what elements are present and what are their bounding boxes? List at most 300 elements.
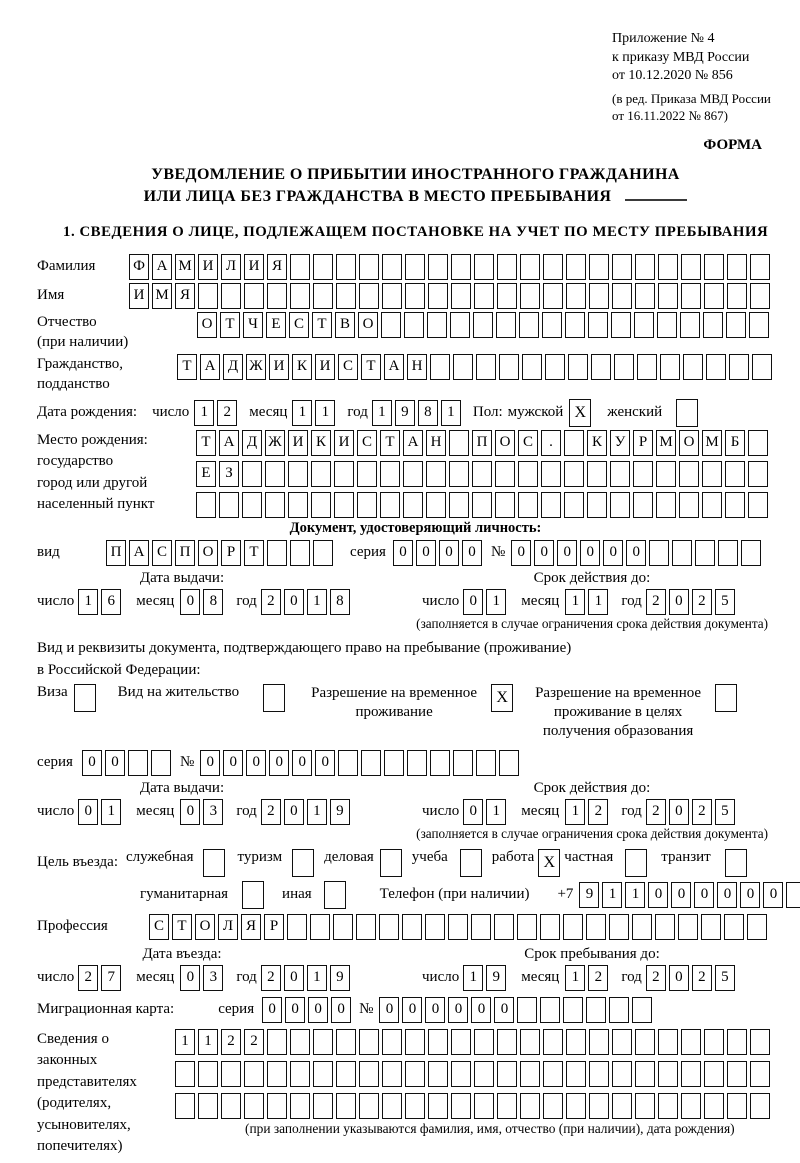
form-cell[interactable]: 1 [625,882,645,908]
residence-permit-checkbox[interactable] [263,684,285,712]
checkbox-cell[interactable] [242,881,264,909]
form-cell[interactable] [564,461,584,487]
form-cell[interactable] [497,1029,517,1055]
form-cell[interactable]: Т [380,430,400,456]
form-cell[interactable]: Ч [243,312,263,338]
form-cell[interactable] [589,1061,609,1087]
form-cell[interactable]: 1 [486,589,506,615]
form-cell[interactable]: 1 [307,799,327,825]
form-cell[interactable]: 8 [330,589,350,615]
form-cell[interactable]: 2 [217,400,237,426]
form-cell[interactable] [633,461,653,487]
form-cell[interactable] [543,254,563,280]
form-cell[interactable] [427,312,447,338]
form-cell[interactable]: 2 [692,589,712,615]
form-cell[interactable] [198,1093,218,1119]
form-cell[interactable] [474,283,494,309]
form-cell[interactable] [359,283,379,309]
form-cell[interactable]: К [311,430,331,456]
form-cell[interactable] [656,461,676,487]
form-cell[interactable]: М [702,430,722,456]
form-cell[interactable]: Ж [265,430,285,456]
form-cell[interactable] [471,914,491,940]
form-cell[interactable] [610,492,630,518]
form-cell[interactable] [379,914,399,940]
form-cell[interactable] [635,254,655,280]
form-cell[interactable]: 0 [416,540,436,566]
form-cell[interactable] [405,254,425,280]
form-cell[interactable] [704,1029,724,1055]
form-cell[interactable] [568,354,588,380]
form-cell[interactable] [672,540,692,566]
form-cell[interactable]: 0 [448,997,468,1023]
form-cell[interactable]: 0 [463,799,483,825]
form-cell[interactable] [589,1093,609,1119]
form-cell[interactable] [473,312,493,338]
form-cell[interactable] [750,1029,770,1055]
form-cell[interactable] [499,750,519,776]
form-cell[interactable]: С [289,312,309,338]
form-cell[interactable]: 0 [471,997,491,1023]
form-cell[interactable] [520,1029,540,1055]
form-cell[interactable] [718,540,738,566]
form-cell[interactable] [706,354,726,380]
form-cell[interactable] [382,1093,402,1119]
form-cell[interactable]: 0 [393,540,413,566]
form-cell[interactable]: И [315,354,335,380]
form-cell[interactable]: К [587,430,607,456]
form-cell[interactable] [656,492,676,518]
form-cell[interactable] [426,492,446,518]
checkbox-cell[interactable] [74,684,96,712]
form-cell[interactable] [405,1029,425,1055]
form-cell[interactable] [611,312,631,338]
form-cell[interactable] [267,1029,287,1055]
form-cell[interactable] [402,914,422,940]
checkbox-cell[interactable] [292,849,314,877]
form-cell[interactable]: 0 [82,750,102,776]
form-cell[interactable]: 2 [646,965,666,991]
form-cell[interactable] [336,1093,356,1119]
form-cell[interactable]: И [198,254,218,280]
form-cell[interactable] [382,1029,402,1055]
form-cell[interactable] [310,914,330,940]
form-cell[interactable] [588,312,608,338]
purpose-private-checkbox[interactable] [625,849,647,877]
form-cell[interactable] [635,1061,655,1087]
form-cell[interactable] [221,283,241,309]
form-cell[interactable] [244,1093,264,1119]
form-cell[interactable] [543,1093,563,1119]
form-cell[interactable]: 6 [101,589,121,615]
form-cell[interactable] [428,1061,448,1087]
form-cell[interactable] [265,492,285,518]
form-cell[interactable]: А [384,354,404,380]
form-cell[interactable] [267,1093,287,1119]
form-cell[interactable] [288,461,308,487]
form-cell[interactable] [541,492,561,518]
form-cell[interactable] [219,492,239,518]
form-cell[interactable] [587,461,607,487]
form-cell[interactable] [589,283,609,309]
form-cell[interactable] [704,283,724,309]
form-cell[interactable]: 0 [315,750,335,776]
checkbox-cell[interactable] [324,881,346,909]
form-cell[interactable] [403,461,423,487]
form-cell[interactable] [449,461,469,487]
form-cell[interactable]: 0 [292,750,312,776]
form-cell[interactable] [290,1093,310,1119]
form-cell[interactable] [564,492,584,518]
form-cell[interactable]: Ж [246,354,266,380]
form-cell[interactable] [540,914,560,940]
form-cell[interactable]: 1 [372,400,392,426]
form-cell[interactable]: 1 [602,882,622,908]
form-cell[interactable] [495,492,515,518]
form-cell[interactable]: 5 [715,799,735,825]
form-cell[interactable] [683,354,703,380]
form-cell[interactable] [543,1029,563,1055]
form-cell[interactable]: 0 [425,997,445,1023]
form-cell[interactable]: О [495,430,515,456]
form-cell[interactable]: 9 [486,965,506,991]
form-cell[interactable] [451,1061,471,1087]
form-cell[interactable]: 2 [646,589,666,615]
form-cell[interactable]: 2 [692,799,712,825]
form-cell[interactable] [357,461,377,487]
checkbox-cell[interactable]: X [538,849,560,877]
form-cell[interactable]: 9 [579,882,599,908]
form-cell[interactable] [496,312,516,338]
form-cell[interactable] [175,1061,195,1087]
form-cell[interactable]: 2 [692,965,712,991]
form-cell[interactable] [428,1029,448,1055]
form-cell[interactable] [517,997,537,1023]
form-cell[interactable] [288,492,308,518]
sex-male-checkbox[interactable] [569,399,591,427]
form-cell[interactable] [545,354,565,380]
form-cell[interactable] [678,914,698,940]
form-cell[interactable]: Д [242,430,262,456]
form-cell[interactable] [726,312,746,338]
form-cell[interactable] [566,1029,586,1055]
sex-female-checkbox[interactable] [676,399,698,427]
checkbox-cell[interactable] [676,399,698,427]
form-cell[interactable]: 1 [441,400,461,426]
form-cell[interactable] [453,750,473,776]
form-cell[interactable] [313,283,333,309]
form-cell[interactable]: Р [221,540,241,566]
form-cell[interactable] [586,997,606,1023]
form-cell[interactable]: 7 [101,965,121,991]
form-cell[interactable] [542,312,562,338]
form-cell[interactable]: 0 [379,997,399,1023]
form-cell[interactable] [382,1061,402,1087]
form-cell[interactable] [221,1093,241,1119]
form-cell[interactable]: 0 [694,882,714,908]
form-cell[interactable] [290,540,310,566]
form-cell[interactable]: А [152,254,172,280]
form-cell[interactable]: 0 [262,997,282,1023]
form-cell[interactable] [338,750,358,776]
form-cell[interactable]: 0 [180,965,200,991]
form-cell[interactable] [336,283,356,309]
purpose-other-checkbox[interactable] [324,881,346,909]
form-cell[interactable] [497,1061,517,1087]
form-cell[interactable] [356,914,376,940]
form-cell[interactable] [453,354,473,380]
form-cell[interactable] [428,1093,448,1119]
form-cell[interactable]: 1 [486,799,506,825]
form-cell[interactable] [679,492,699,518]
form-cell[interactable] [752,354,772,380]
form-cell[interactable]: П [106,540,126,566]
form-cell[interactable] [566,254,586,280]
form-cell[interactable] [543,1061,563,1087]
form-cell[interactable] [403,492,423,518]
form-cell[interactable]: 0 [180,589,200,615]
form-cell[interactable] [313,1093,333,1119]
form-cell[interactable]: Д [223,354,243,380]
form-cell[interactable] [267,540,287,566]
form-cell[interactable]: М [656,430,676,456]
form-cell[interactable] [451,1029,471,1055]
form-cell[interactable] [336,1061,356,1087]
form-cell[interactable]: 3 [203,799,223,825]
form-cell[interactable]: 1 [588,589,608,615]
form-cell[interactable] [221,1061,241,1087]
purpose-humanitarian-checkbox[interactable] [242,881,264,909]
form-cell[interactable] [290,254,310,280]
form-cell[interactable] [725,492,745,518]
form-cell[interactable] [198,1061,218,1087]
form-cell[interactable] [609,997,629,1023]
checkbox-cell[interactable] [380,849,402,877]
form-cell[interactable] [750,1061,770,1087]
form-cell[interactable] [637,354,657,380]
form-cell[interactable]: Т [312,312,332,338]
form-cell[interactable]: Е [266,312,286,338]
form-cell[interactable]: 0 [494,997,514,1023]
visa-checkbox[interactable] [74,684,96,712]
form-cell[interactable]: И [288,430,308,456]
form-cell[interactable] [747,914,767,940]
form-cell[interactable] [681,1093,701,1119]
form-cell[interactable] [540,997,560,1023]
form-cell[interactable] [681,1061,701,1087]
form-cell[interactable]: 0 [763,882,783,908]
form-cell[interactable] [428,254,448,280]
form-cell[interactable]: 9 [330,799,350,825]
form-cell[interactable] [448,914,468,940]
form-cell[interactable] [632,997,652,1023]
form-cell[interactable] [476,354,496,380]
form-cell[interactable]: Ф [129,254,149,280]
form-cell[interactable] [566,1061,586,1087]
form-cell[interactable] [499,354,519,380]
form-cell[interactable] [244,283,264,309]
form-cell[interactable] [541,461,561,487]
form-cell[interactable]: 2 [588,799,608,825]
form-cell[interactable] [519,312,539,338]
form-cell[interactable] [357,492,377,518]
form-cell[interactable] [128,750,148,776]
form-cell[interactable]: 9 [330,965,350,991]
form-cell[interactable]: С [518,430,538,456]
form-cell[interactable] [290,1061,310,1087]
form-cell[interactable]: 0 [308,997,328,1023]
form-cell[interactable]: 0 [284,589,304,615]
form-cell[interactable]: 1 [565,965,585,991]
form-cell[interactable] [405,283,425,309]
form-cell[interactable]: 2 [646,799,666,825]
form-cell[interactable]: 9 [395,400,415,426]
form-cell[interactable]: 1 [194,400,214,426]
form-cell[interactable]: 0 [463,589,483,615]
form-cell[interactable]: М [152,283,172,309]
form-cell[interactable]: 0 [284,799,304,825]
form-cell[interactable] [404,312,424,338]
checkbox-cell[interactable] [625,849,647,877]
form-cell[interactable] [520,1061,540,1087]
form-cell[interactable] [727,1093,747,1119]
form-cell[interactable]: 1 [307,589,327,615]
form-cell[interactable] [425,914,445,940]
form-cell[interactable] [701,914,721,940]
form-cell[interactable] [451,1093,471,1119]
form-cell[interactable] [565,312,585,338]
form-cell[interactable]: 2 [78,965,98,991]
form-cell[interactable] [380,492,400,518]
form-cell[interactable]: А [200,354,220,380]
checkbox-cell[interactable] [715,684,737,712]
form-cell[interactable] [704,1093,724,1119]
form-cell[interactable]: 0 [671,882,691,908]
form-cell[interactable]: Т [361,354,381,380]
form-cell[interactable]: 0 [284,965,304,991]
form-cell[interactable] [196,492,216,518]
form-cell[interactable] [242,492,262,518]
form-cell[interactable] [287,914,307,940]
form-cell[interactable] [242,461,262,487]
form-cell[interactable] [313,1029,333,1055]
form-cell[interactable] [748,430,768,456]
form-cell[interactable] [382,283,402,309]
form-cell[interactable] [359,1029,379,1055]
form-cell[interactable] [359,254,379,280]
checkbox-cell[interactable] [203,849,225,877]
form-cell[interactable]: А [219,430,239,456]
form-cell[interactable] [450,312,470,338]
form-cell[interactable] [727,1061,747,1087]
form-cell[interactable] [702,461,722,487]
form-cell[interactable] [405,1061,425,1087]
form-cell[interactable] [405,1093,425,1119]
form-cell[interactable] [336,254,356,280]
form-cell[interactable]: А [129,540,149,566]
form-cell[interactable] [497,254,517,280]
form-cell[interactable]: 2 [244,1029,264,1055]
form-cell[interactable] [495,461,515,487]
form-cell[interactable] [175,1093,195,1119]
form-cell[interactable]: 0 [511,540,531,566]
form-cell[interactable]: 8 [203,589,223,615]
form-cell[interactable] [635,1029,655,1055]
form-cell[interactable] [407,750,427,776]
form-cell[interactable] [750,283,770,309]
form-cell[interactable] [564,430,584,456]
form-cell[interactable] [518,461,538,487]
form-cell[interactable] [336,1029,356,1055]
form-cell[interactable]: Т [177,354,197,380]
form-cell[interactable]: Т [196,430,216,456]
form-cell[interactable] [474,254,494,280]
form-cell[interactable]: 0 [534,540,554,566]
form-cell[interactable] [311,461,331,487]
form-cell[interactable] [472,461,492,487]
form-cell[interactable] [750,1093,770,1119]
form-cell[interactable] [198,283,218,309]
checkbox-cell[interactable] [725,849,747,877]
form-cell[interactable]: 0 [580,540,600,566]
form-cell[interactable] [727,283,747,309]
checkbox-cell[interactable]: X [569,399,591,427]
form-cell[interactable] [449,430,469,456]
form-cell[interactable] [649,540,669,566]
form-cell[interactable]: 0 [331,997,351,1023]
form-cell[interactable] [265,461,285,487]
form-cell[interactable] [151,750,171,776]
form-cell[interactable] [589,254,609,280]
purpose-transit-checkbox[interactable] [725,849,747,877]
form-cell[interactable] [518,492,538,518]
form-cell[interactable] [244,1061,264,1087]
form-cell[interactable]: 2 [261,965,281,991]
purpose-study-checkbox[interactable] [460,849,482,877]
form-cell[interactable] [472,492,492,518]
form-cell[interactable]: 0 [105,750,125,776]
checkbox-cell[interactable] [460,849,482,877]
form-cell[interactable]: Р [633,430,653,456]
form-cell[interactable] [724,914,744,940]
form-cell[interactable] [748,492,768,518]
form-cell[interactable]: 0 [462,540,482,566]
edu-permit-checkbox[interactable] [715,684,737,712]
form-cell[interactable] [497,1093,517,1119]
form-cell[interactable] [517,914,537,940]
form-cell[interactable]: С [149,914,169,940]
form-cell[interactable] [635,283,655,309]
form-cell[interactable]: 1 [198,1029,218,1055]
temp-permit-checkbox[interactable] [491,684,513,712]
form-cell[interactable] [695,540,715,566]
form-cell[interactable] [727,254,747,280]
form-cell[interactable]: 0 [626,540,646,566]
form-cell[interactable] [566,283,586,309]
form-cell[interactable] [451,254,471,280]
form-cell[interactable]: 0 [223,750,243,776]
form-cell[interactable]: О [679,430,699,456]
form-cell[interactable] [655,914,675,940]
form-cell[interactable] [704,1061,724,1087]
form-cell[interactable]: И [244,254,264,280]
form-cell[interactable]: 0 [557,540,577,566]
form-cell[interactable]: 0 [200,750,220,776]
form-cell[interactable] [679,461,699,487]
form-cell[interactable] [587,492,607,518]
form-cell[interactable]: И [334,430,354,456]
form-cell[interactable] [313,254,333,280]
